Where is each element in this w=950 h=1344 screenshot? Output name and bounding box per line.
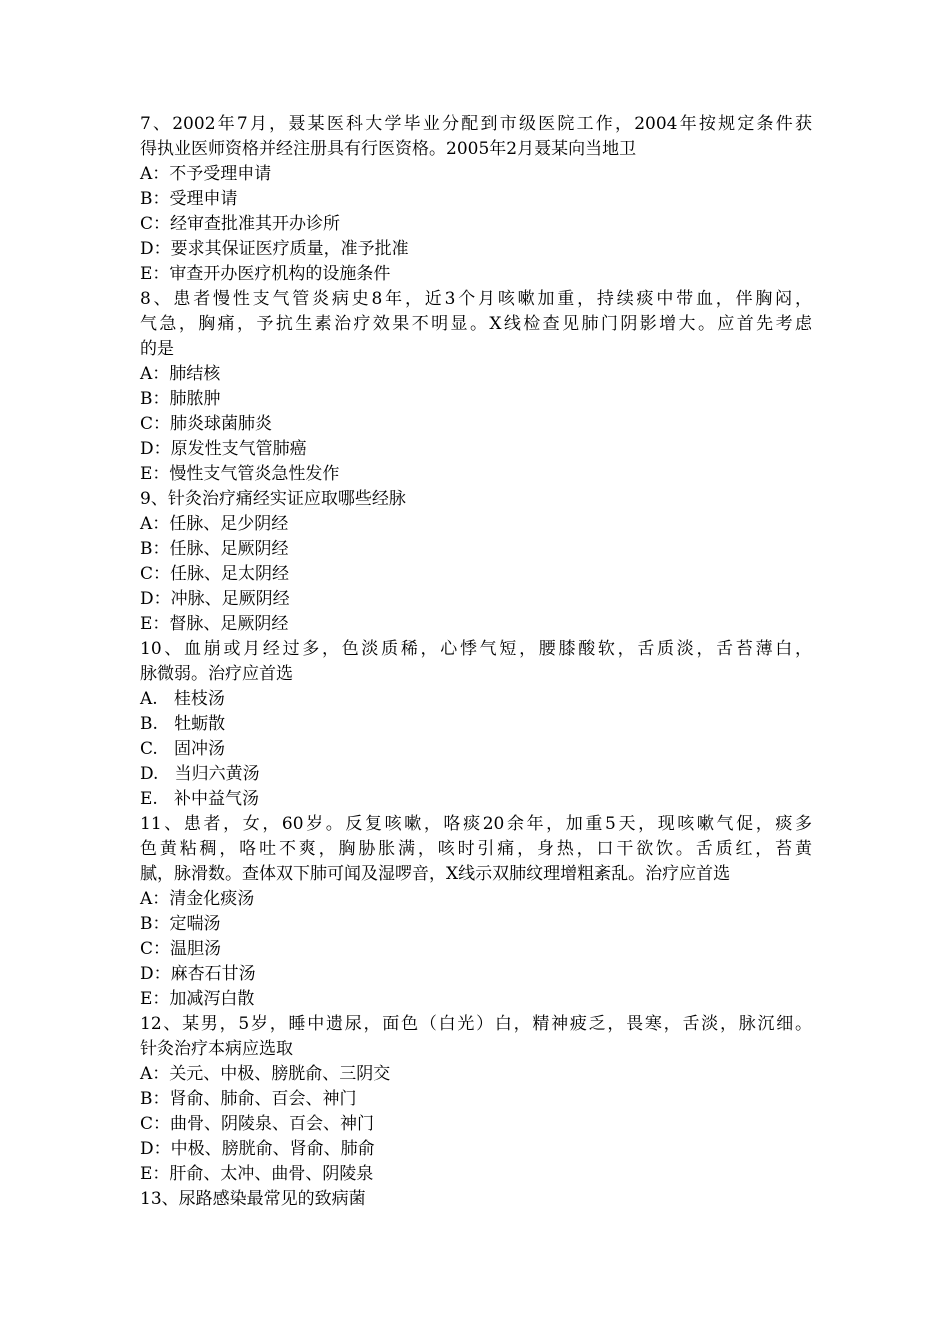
question-stem-line: 脉微弱。治疗应首选 (140, 664, 293, 684)
answer-option: B：任脉、足厥阴经 (140, 539, 289, 559)
question-stem-line: 7、2002年7月，聂某医科大学毕业分配到市级医院工作，2004年按规定条件获 (140, 114, 812, 134)
question-stem-line: 腻，脉滑数。查体双下肺可闻及湿啰音，X线示双肺纹理增粗紊乱。治疗应首选 (140, 864, 731, 884)
answer-option: E. 补中益气汤 (140, 789, 260, 809)
question-block (140, 112, 812, 287)
answer-option: E：审查开办医疗机构的设施条件 (140, 264, 391, 284)
question-stem-line: 12、某男，5岁，睡中遗尿，面色（白光）白，精神疲乏，畏寒，舌淡，脉沉细。 (140, 1014, 812, 1034)
answer-option: A：不予受理申请 (140, 164, 272, 184)
answer-option: C：任脉、足太阴经 (140, 564, 290, 584)
answer-option: D：麻杏石甘汤 (140, 964, 256, 984)
question-stem-line: 色黄粘稠，咯吐不爽，胸胁胀满，咳时引痛，身热，口干欲饮。舌质红，苔黄 (140, 839, 812, 859)
answer-option: A：关元、中极、膀胱俞、三阴交 (140, 1064, 391, 1084)
question-stem-line: 针灸治疗本病应选取 (140, 1039, 293, 1059)
question-stem-line: 得执业医师资格并经注册具有行医资格。2005年2月聂某向当地卫 (140, 139, 637, 159)
question-block (140, 1187, 812, 1212)
answer-option: E：肝俞、太冲、曲骨、阴陵泉 (140, 1164, 374, 1184)
question-block (140, 487, 812, 637)
answer-option: C：曲骨、阴陵泉、百会、神门 (140, 1114, 375, 1134)
answer-option: C：温胆汤 (140, 939, 222, 959)
question-stem-line: 气急，胸痛，予抗生素治疗效果不明显。X线检查见肺门阴影增大。应首先考虑 (140, 314, 812, 334)
answer-option: E：加减泻白散 (140, 989, 255, 1009)
answer-option: A. 桂枝汤 (140, 689, 225, 709)
question-stem-line: 8、患者慢性支气管炎病史8年，近3个月咳嗽加重，持续痰中带血，伴胸闷， (140, 289, 812, 309)
question-stem-line: 11、患者，女，60岁。反复咳嗽，咯痰20余年，加重5天，现咳嗽气促，痰多 (140, 814, 812, 834)
answer-option: D. 当归六黄汤 (140, 764, 260, 784)
answer-option: A：清金化痰汤 (140, 889, 255, 909)
question-stem-line: 的是 (140, 339, 174, 359)
answer-option: B：定喘汤 (140, 914, 221, 934)
answer-option: E：慢性支气管炎急性发作 (140, 464, 340, 484)
question-block (140, 812, 812, 1012)
answer-option: C：肺炎球菌肺炎 (140, 414, 273, 434)
question-stem-line: 10、血崩或月经过多，色淡质稀，心悸气短，腰膝酸软，舌质淡，舌苔薄白， (140, 639, 812, 659)
answer-option: D：原发性支气管肺癌 (140, 439, 307, 459)
question-stem-line: 13、尿路感染最常见的致病菌 (140, 1189, 366, 1209)
answer-option: E：督脉、足厥阴经 (140, 614, 289, 634)
answer-option: B：肾俞、肺俞、百会、神门 (140, 1089, 357, 1109)
answer-option: D：中极、膀胱俞、肾俞、肺俞 (140, 1139, 375, 1159)
question-block (140, 287, 812, 487)
answer-option: C：经审查批准其开办诊所 (140, 214, 341, 234)
answer-option: C. 固冲汤 (140, 739, 226, 759)
answer-option: B. 牡蛎散 (140, 714, 226, 734)
answer-option: D：冲脉、足厥阴经 (140, 589, 290, 609)
answer-option: B：受理申请 (140, 189, 238, 209)
document-body (140, 112, 812, 1212)
question-block (140, 637, 812, 812)
answer-option: B：肺脓肿 (140, 389, 221, 409)
answer-option: D：要求其保证医疗质量，准予批准 (140, 239, 409, 259)
question-stem-line: 9、针灸治疗痛经实证应取哪些经脉 (140, 489, 406, 509)
question-block (140, 1012, 812, 1187)
answer-option: A：任脉、足少阴经 (140, 514, 289, 534)
answer-option: A：肺结核 (140, 364, 221, 384)
